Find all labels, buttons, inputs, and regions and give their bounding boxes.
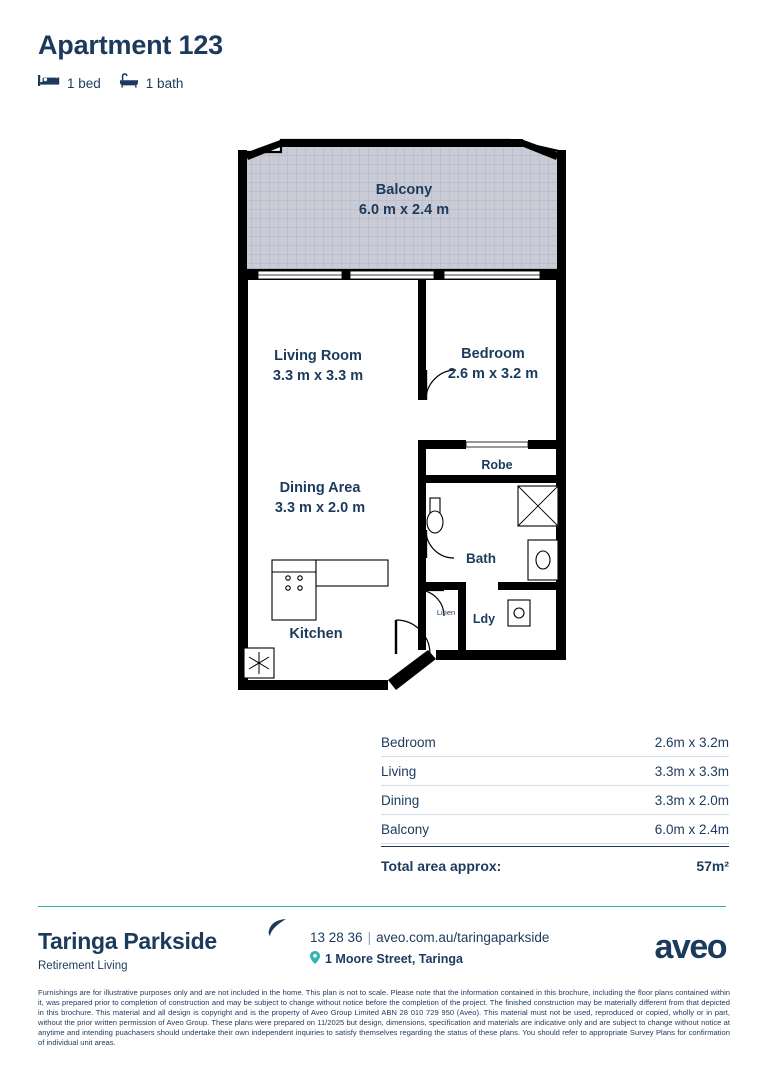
spec-bed xyxy=(38,73,101,93)
brand-block xyxy=(38,928,217,972)
room-dim-balcony: 6.0 m x 2.4 m xyxy=(358,202,450,218)
room-dim-living: 3.3 m x 3.3 m xyxy=(272,368,364,384)
schedule-room-dim: 6.0m x 2.4m xyxy=(654,821,729,837)
schedule-room-dim: 3.3m x 3.3m xyxy=(654,763,729,779)
spec-bath-label: 1 bath xyxy=(145,75,184,91)
page-header xyxy=(38,30,223,93)
footer-divider xyxy=(38,906,726,907)
location-pin-icon xyxy=(310,951,320,967)
brand-name: Taringa Parkside xyxy=(38,928,217,954)
schedule-room-name: Balcony xyxy=(381,821,430,837)
table-row xyxy=(381,728,729,757)
schedule-room-name: Bedroom xyxy=(381,734,436,750)
contact-block xyxy=(310,930,549,967)
room-label-balcony: Balcony xyxy=(375,182,433,198)
floor-plan xyxy=(0,120,764,710)
room-label-laundry: Ldy xyxy=(472,612,496,626)
room-label-living: Living Room xyxy=(274,348,362,364)
floor-plan-svg xyxy=(0,120,764,710)
room-label-robe: Robe xyxy=(481,458,513,472)
room-label-kitchen: Kitchen xyxy=(289,626,343,642)
bath-icon xyxy=(119,73,139,93)
schedule-room-dim: 2.6m x 3.2m xyxy=(654,734,729,750)
table-row xyxy=(381,757,729,786)
table-row xyxy=(381,815,729,844)
schedule-room-name: Dining xyxy=(381,792,420,808)
disclaimer-text: Furnishings are for illustrative purposes only and are not included in the home. This plan is not to scale. Please note that the information contained in this brochure, including the floor plans contained within it, was prepared prior to completion of construction and may be subject to change without notice before the completion of the project. The finished construction may be materially different from that depicted in this brochure. This material and all design is copyright and is the property of Aveo Group Limited ABN 28 010 729 950 (Aveo). This material must not be used, reproduced or copied, wholly or in part, without the prior written permission of Aveo Group. These plans were prepared on 11/2025 but design, dimensions, specification and materials are indicative only and are subject to change without notice at anytime and intending puachasers should undertake their own independent inquiries to satisfy themselves regarding the status of these plans. You should refer to appropriate Survey Plans for confirmation of individual unit areas. xyxy=(38,988,730,1048)
schedule-room-dim: 3.3m x 2.0m xyxy=(654,792,729,808)
website-url[interactable]: aveo.com.au/taringaparkside xyxy=(376,930,550,945)
brand-subtitle: Retirement Living xyxy=(38,960,128,972)
schedule-total-row xyxy=(381,846,729,874)
room-label-bath: Bath xyxy=(466,551,496,566)
schedule-room-name: Living xyxy=(381,763,417,779)
table-row xyxy=(381,786,729,815)
spec-list xyxy=(38,73,223,93)
room-label-bedroom: Bedroom xyxy=(461,346,525,362)
leaf-icon xyxy=(266,918,288,943)
page-title: Apartment 123 xyxy=(38,30,223,60)
room-dim-dining: 3.3 m x 2.0 m xyxy=(274,500,366,516)
schedule-total-value: 57m² xyxy=(696,858,729,874)
schedule-total-label: Total area approx: xyxy=(381,858,502,874)
page-footer xyxy=(38,922,726,997)
room-label-dining: Dining Area xyxy=(279,480,361,496)
spec-bath xyxy=(119,73,184,93)
kitchen-fixtures xyxy=(244,560,388,678)
address-text: 1 Moore Street, Taringa xyxy=(325,952,463,966)
separator: | xyxy=(367,930,372,945)
balcony-area xyxy=(238,139,566,275)
room-label-linen: Linen xyxy=(436,608,456,617)
balcony-interior-wall xyxy=(238,270,566,280)
bed-icon xyxy=(38,73,60,93)
phone-number[interactable]: 13 28 36 xyxy=(310,930,363,945)
area-schedule xyxy=(381,728,729,874)
spec-bed-label: 1 bed xyxy=(67,75,101,91)
aveo-logo: aveo xyxy=(654,928,726,966)
contact-line-primary xyxy=(310,930,549,945)
room-dim-bedroom: 2.6 m x 3.2 m xyxy=(447,366,539,382)
address-line xyxy=(310,951,549,967)
